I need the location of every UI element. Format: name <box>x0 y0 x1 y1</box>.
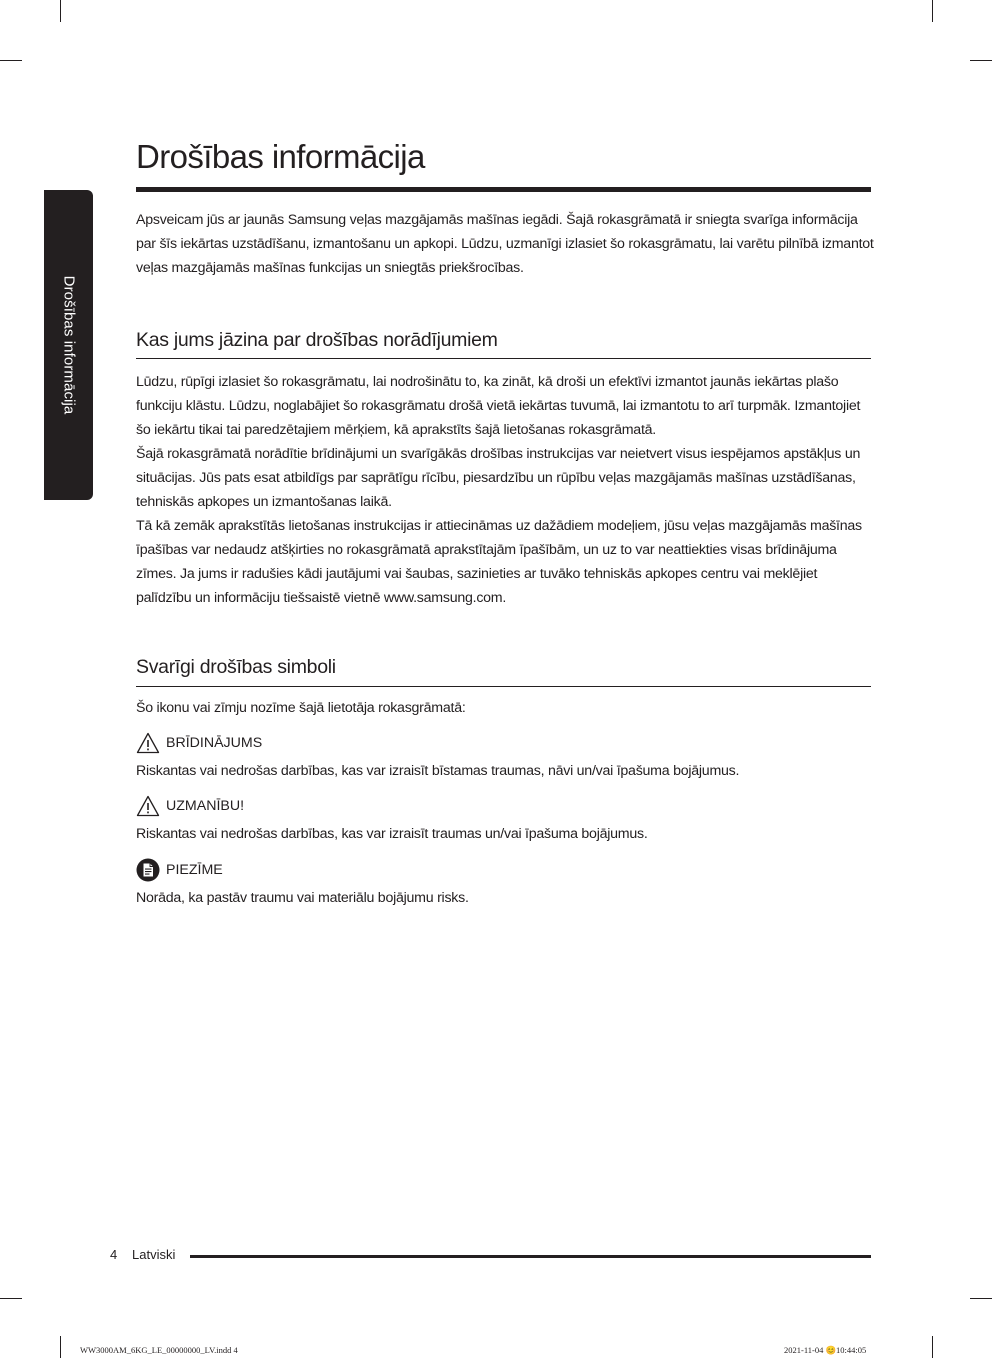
section-heading-safety-symbols: Svarīgi drošības simboli <box>136 656 336 678</box>
symbol-label: PIEZĪME <box>166 862 223 878</box>
crop-mark <box>932 0 933 22</box>
print-slug-timestamp: 2021-11-04 😊10:44:05 <box>784 1345 867 1355</box>
crop-mark <box>60 0 61 22</box>
paragraph: Šajā rokasgrāmatā norādītie brīdinājumi un svarīgākās drošības instrukcijas var neietvert visus iespējamos apstākļus un situācijas. Jūs pats esat atbildīgs par saprātīgu rīcību, piesardzību un rūpību veļas mazgājamās mašīnas uzstādīšanas, tehniskās apkopes un izmantošanas laikā. <box>136 446 861 510</box>
note-icon <box>136 858 160 882</box>
symbol-caution <box>136 794 244 818</box>
section-divider <box>136 358 871 359</box>
crop-mark <box>970 1298 992 1299</box>
caution-triangle-icon <box>136 795 160 817</box>
side-section-tab <box>44 190 93 500</box>
footer-language: Latviski <box>132 1247 176 1262</box>
symbol-description: Riskantas vai nedrošas darbības, kas var izraisīt traumas un/vai īpašuma bojājumus. <box>136 826 648 842</box>
page-number: 4 <box>110 1247 118 1262</box>
crop-mark <box>60 1336 61 1358</box>
symbols-intro: Šo ikonu vai zīmju nozīme šajā lietotāja rokasgrāmatā: <box>136 700 466 716</box>
symbol-warning <box>136 731 262 755</box>
symbol-label: BRĪDINĀJUMS <box>166 735 263 751</box>
page-title: Drošības informācija <box>136 138 425 175</box>
side-section-tab-label: Drošības informācija <box>60 275 77 415</box>
crop-mark <box>0 1298 22 1299</box>
title-underline <box>136 187 871 192</box>
intro-paragraph: Apsveicam jūs ar jaunās Samsung veļas mazgājamās mašīnas iegādi. Šajā rokasgrāmatā ir sniegta svarīga informācija par šīs iekārtas uzstādīšanu, izmantošanu un apkopi. Lūdzu, uzmanīgi izlasiet šo rokasgrāmatu, lai varētu pilnībā izmantot veļas mazgājamās mašīnas funkcijas un sniegtās priekšrocības. <box>136 212 874 276</box>
crop-mark <box>0 60 22 61</box>
section-heading-safety-instructions: Kas jums jāzina par drošības norādījumiem <box>136 329 498 351</box>
symbol-description: Norāda, ka pastāv traumu vai materiālu bojājumu risks. <box>136 890 469 906</box>
symbol-label: UZMANĪBU! <box>166 798 245 814</box>
print-slug-file: WW3000AM_6KG_LE_00000000_LV.indd 4 <box>80 1345 238 1355</box>
paragraph: Lūdzu, rūpīgi izlasiet šo rokasgrāmatu, lai nodrošinātu to, ka zināt, kā droši un efektīvi izmantot jaunās iekārtas plašo funkciju klāstu. Lūdzu, noglabājiet šo rokasgrāmatu drošā vietā iekārtas tuvumā, lai izmantotu to arī turpmāk. Izmantojiet šo iekārtu tikai tai paredzētajiem mērķiem, kā aprakstīts šajā lietošanas rokasgrāmatā. <box>136 374 861 438</box>
paragraph: Tā kā zemāk aprakstītās lietošanas instrukcijas ir attiecināmas uz dažādiem modeļiem, jūsu veļas mazgājamās mašīnas īpašības var nedaudz atšķirties no rokasgrāmatā aprakstītajām īpašībām, un uz to var neattiekties visas brīdinājuma zīmes. Ja jums ir radušies kādi jautājumi vai šaubas, sazinieties ar tuvāko tehniskās apkopes centru vai meklējiet palīdzību un informāciju tiešsaistē vietnē www.samsung.com. <box>136 518 862 606</box>
symbol-note <box>136 858 223 882</box>
crop-mark <box>932 1336 933 1358</box>
section-body <box>136 370 876 610</box>
symbol-description: Riskantas vai nedrošas darbības, kas var izraisīt bīstamas traumas, nāvi un/vai īpašuma bojājumus. <box>136 763 740 779</box>
warning-triangle-icon <box>136 732 160 754</box>
section-divider <box>136 686 871 687</box>
footer-rule <box>190 1255 871 1258</box>
crop-mark <box>970 60 992 61</box>
